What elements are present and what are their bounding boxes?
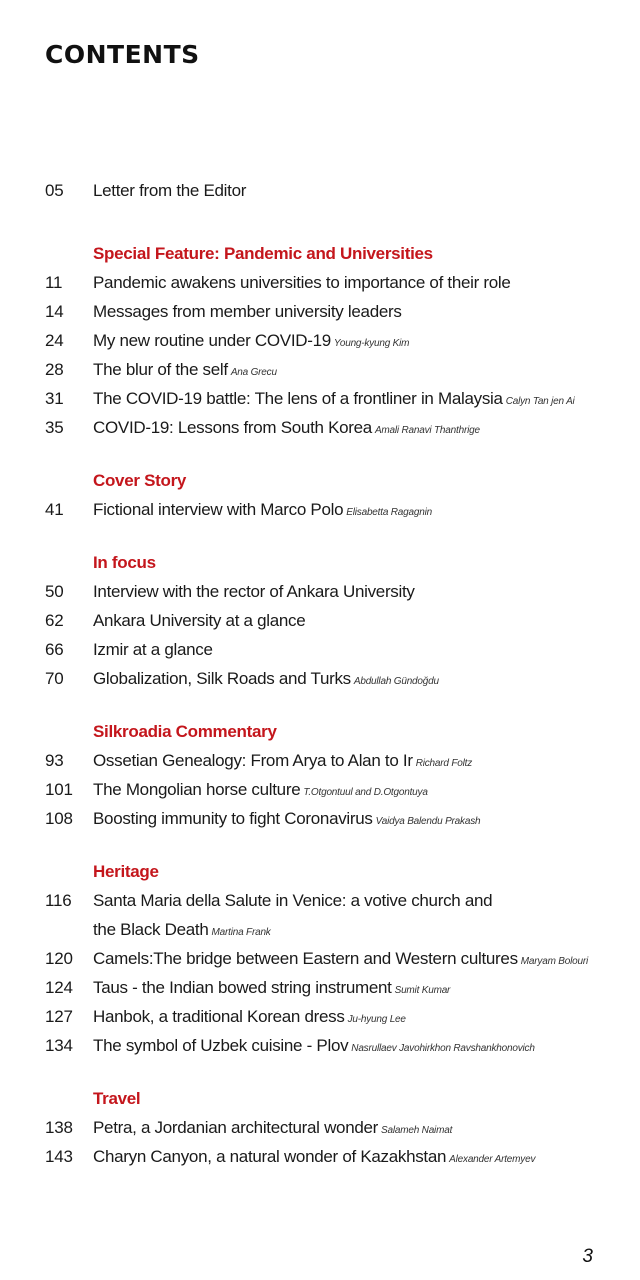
entry-author: Alexander Artemyev	[449, 1154, 536, 1165]
toc-entry[interactable]	[0, 384, 640, 413]
entry-author: T.Otgontuul and D.Otgontuya	[303, 787, 428, 798]
entry-page-number: 116	[45, 891, 72, 910]
entry-page-number: 93	[45, 751, 64, 770]
toc-entry[interactable]	[0, 577, 640, 606]
entry-author: Nasrullaev Javohirkhon Ravshankhonovich	[351, 1043, 535, 1054]
toc-entry[interactable]	[0, 297, 640, 326]
toc-section	[0, 1084, 640, 1171]
entry-page-number: 120	[45, 949, 73, 968]
entry-author: Amali Ranavi Thanthrige	[374, 425, 480, 436]
entry-title: Hanbok, a traditional Korean dress	[93, 1007, 345, 1026]
entry-page-number: 24	[45, 331, 64, 350]
entry-title: COVID-19: Lessons from South Korea	[93, 418, 372, 437]
entry-title-line	[93, 664, 439, 696]
toc-entry[interactable]	[0, 495, 640, 524]
entry-title: Ankara University at a glance	[93, 611, 306, 630]
entry-title: Pandemic awakens universities to importance of their role	[93, 273, 511, 292]
entry-page-number: 70	[45, 669, 64, 688]
section-heading: Heritage	[93, 862, 159, 881]
entry-page-number: 05	[45, 181, 64, 200]
toc-section	[0, 717, 640, 833]
entry-page-number: 127	[45, 1007, 73, 1026]
entry-title-line	[93, 1031, 535, 1063]
entry-title-line	[93, 176, 246, 205]
entry-author: Martina Frank	[211, 927, 271, 938]
entry-title-line	[93, 1002, 406, 1034]
entry-page-number: 124	[45, 978, 73, 997]
toc-entry[interactable]	[0, 973, 640, 1002]
entry-title: The blur of the self	[93, 360, 228, 379]
entry-author: Richard Foltz	[415, 758, 473, 769]
section-heading: Silkroadia Commentary	[93, 722, 277, 741]
entry-title-line	[93, 973, 450, 1005]
toc-entry[interactable]	[0, 944, 640, 973]
table-of-contents	[0, 176, 640, 1195]
entry-title-line	[93, 944, 588, 976]
entry-title-line	[93, 495, 432, 527]
entry-title-line	[93, 915, 271, 947]
entry-title-line	[93, 355, 277, 387]
entry-title-line	[93, 886, 492, 915]
entry-title: Camels:The bridge between Eastern and Western cultures	[93, 949, 518, 968]
entry-page-number: 143	[45, 1147, 73, 1166]
entry-title: Santa Maria della Salute in Venice: a votive church and	[93, 891, 493, 910]
toc-entry[interactable]	[0, 355, 640, 384]
toc-entry[interactable]	[0, 1142, 640, 1171]
entry-title-line	[93, 326, 409, 358]
entry-title-line	[93, 297, 402, 326]
entry-page-number: 35	[45, 418, 64, 437]
entry-author: Maryam Bolouri	[520, 956, 589, 967]
entry-title: Petra, a Jordanian architectural wonder	[93, 1118, 379, 1137]
entry-title: The symbol of Uzbek cuisine - Plov	[93, 1036, 349, 1055]
toc-entry[interactable]	[0, 326, 640, 355]
entry-title: Boosting immunity to fight Coronavirus	[93, 809, 373, 828]
entry-author: Young-kyung Kim	[333, 338, 410, 349]
toc-section	[0, 239, 640, 442]
entry-title-line	[93, 804, 480, 836]
entry-title: The Mongolian horse culture	[93, 780, 301, 799]
entry-author: Elisabetta Ragagnin	[346, 507, 432, 518]
entry-author: Abdullah Gündoğdu	[353, 676, 439, 687]
toc-entry[interactable]	[0, 635, 640, 664]
entry-page-number: 14	[45, 302, 64, 321]
toc-section	[0, 176, 640, 205]
entry-page-number: 31	[45, 389, 64, 408]
entry-title: Messages from member university leaders	[93, 302, 402, 321]
entry-page-number: 134	[45, 1036, 73, 1055]
entry-title: The COVID-19 battle: The lens of a frontliner in Malaysia	[93, 389, 503, 408]
toc-entry[interactable]	[0, 1002, 640, 1031]
toc-entry[interactable]	[0, 804, 640, 833]
entry-title-line	[93, 606, 305, 635]
page-number: 3	[582, 1246, 593, 1267]
entry-page-number: 62	[45, 611, 64, 630]
entry-title: My new routine under COVID-19	[93, 331, 331, 350]
section-heading: Cover Story	[93, 471, 187, 490]
entry-title: Letter from the Editor	[93, 181, 247, 200]
entry-page-number: 108	[45, 809, 73, 828]
entry-title: Izmir at a glance	[93, 640, 213, 659]
entry-page-number: 50	[45, 582, 64, 601]
entry-title-line	[93, 384, 575, 416]
entry-title-line	[93, 1142, 535, 1174]
entry-title: Globalization, Silk Roads and Turks	[93, 669, 351, 688]
entry-title: Taus - the Indian bowed string instrument	[93, 978, 392, 997]
entry-page-number: 28	[45, 360, 64, 379]
entry-title-line	[93, 746, 472, 778]
toc-entry[interactable]	[0, 775, 640, 804]
toc-entry[interactable]	[0, 413, 640, 442]
entry-page-number: 11	[45, 273, 63, 292]
entry-title-line	[93, 268, 511, 297]
entry-author: Ana Grecu	[230, 367, 277, 378]
toc-entry[interactable]	[0, 268, 640, 297]
toc-entry[interactable]	[0, 1031, 640, 1060]
entry-page-number: 66	[45, 640, 64, 659]
entry-author: Ju-hyung Lee	[347, 1014, 406, 1025]
toc-entry[interactable]	[0, 606, 640, 635]
entry-author: Vaidya Balendu Prakash	[375, 816, 481, 827]
toc-entry[interactable]	[0, 915, 640, 944]
entry-title: Charyn Canyon, a natural wonder of Kazakhstan	[93, 1147, 447, 1166]
entry-author: Calyn Tan jen Ai	[505, 396, 575, 407]
entry-title-line	[93, 775, 428, 807]
toc-section	[0, 466, 640, 524]
toc-entry[interactable]	[0, 176, 640, 205]
entry-title: Fictional interview with Marco Polo	[93, 500, 344, 519]
entry-title-line	[93, 635, 213, 664]
toc-section	[0, 548, 640, 693]
section-heading: Special Feature: Pandemic and Universities	[93, 244, 433, 263]
section-heading: In focus	[93, 553, 156, 572]
toc-entry[interactable]	[0, 886, 640, 915]
entry-title: the Black Death	[93, 920, 209, 939]
entry-title-line	[93, 1113, 452, 1145]
entry-page-number: 41	[45, 500, 64, 519]
page-title: CONTENTS	[45, 40, 200, 69]
toc-entry[interactable]	[0, 746, 640, 775]
toc-entry[interactable]	[0, 664, 640, 693]
section-heading: Travel	[93, 1089, 141, 1108]
entry-page-number: 138	[45, 1118, 73, 1137]
entry-title: Interview with the rector of Ankara University	[93, 582, 415, 601]
toc-entry[interactable]	[0, 1113, 640, 1142]
entry-page-number: 101	[45, 780, 73, 799]
entry-title-line	[93, 413, 480, 445]
entry-author: Sumit Kumar	[394, 985, 451, 996]
entry-author: Salameh Naimat	[381, 1125, 453, 1136]
entry-title-line	[93, 577, 415, 606]
entry-title: Ossetian Genealogy: From Arya to Alan to Ir	[93, 751, 413, 770]
toc-section	[0, 857, 640, 1060]
